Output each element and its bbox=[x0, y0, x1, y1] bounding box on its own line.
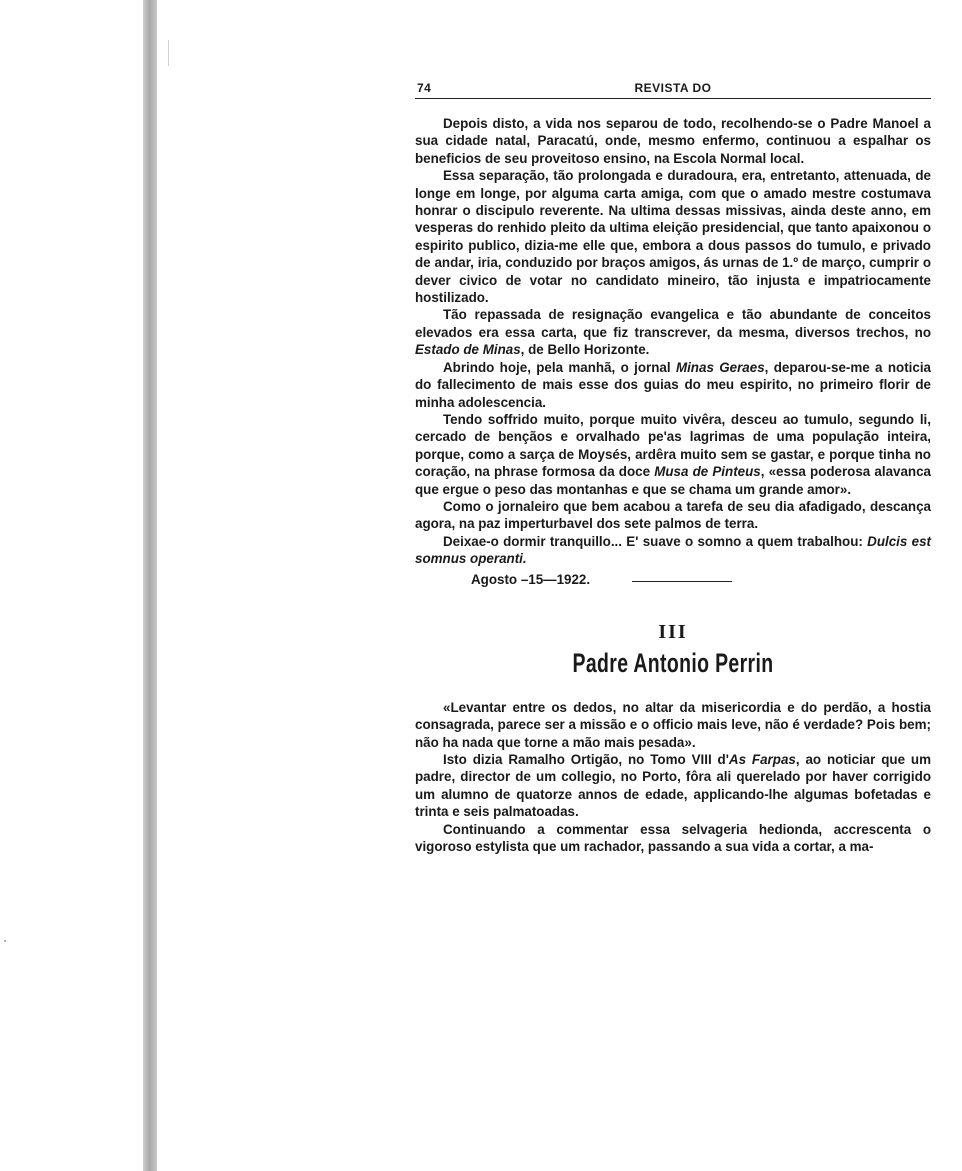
newspaper-name: Minas Geraes bbox=[675, 359, 765, 375]
paragraph-2: Essa separação, tão prolongada e duradoura, era, entretanto, attenuada, de longe em longe, por alguma carta amiga, com que o amado mestre costumava honrar o discipulo reverente. Na ultima dessas missivas, ainda deste anno, em vesperas do renhido pleito da ultima eleição presidencial, que tanto apaixonou o espirito publico, dizia-me elle que, embora a dous passos do tumulo, e privado de andar, iria, conduzido por braços amigos, ás urnas de 1.º de março, cumprir o dever civico de votar no candidato mineiro, tão injusta e impatriocamente hostilizado. bbox=[415, 168, 931, 306]
newspaper-name: Estado de Minas bbox=[415, 342, 521, 358]
section-divider bbox=[632, 581, 732, 583]
paragraph-continuation: Continuando a commentar essa selvageria hedionda, accrescenta o vigoroso estylista que um rachador, passando a sua vida a cortar, a ma- bbox=[415, 821, 931, 855]
scan-speck bbox=[4, 940, 6, 942]
section-number: III bbox=[658, 620, 688, 643]
book-title: Musa de Pinteus bbox=[654, 464, 761, 480]
scan-mark bbox=[168, 40, 169, 66]
paragraph-quote: «Levantar entre os dedos, no altar da misericordia e do perdão, a hostia consagrada, parece ser a missão e o officio mais leve, não é verdade? Pois bem; não ha nada que torne a mão mais pesada». bbox=[415, 699, 931, 750]
latin-quote: Dulcis est somnus operanti. bbox=[415, 533, 931, 567]
date: Agosto –15—1922. bbox=[471, 571, 591, 587]
book-title: As Farpas bbox=[728, 752, 796, 767]
section-title: Padre Antonio Perrin bbox=[572, 648, 774, 679]
paragraph-4: Abrindo hoje, pela manhã, o jornal Minas Geraes, deparou-se-me a noticia do fallecimento de mais esse dos guias do meu espirito, no primeiro florir de minha adolescencia. bbox=[415, 359, 931, 410]
running-head bbox=[415, 78, 931, 99]
paragraph-6: Como o jornaleiro que bem acabou a tarefa de seu dia afadigado, descança agora, na paz imperturbavel dos sete palmos de terra. bbox=[415, 498, 931, 532]
book-page bbox=[415, 78, 931, 855]
page-number: 74 bbox=[417, 81, 432, 95]
paragraph-ortigao: Isto dizia Ramalho Ortigão, no Tomo VIII d'As Farpas, ao noticiar que um padre, director de um collegio, no Porto, fôra ali querelado por haver corrigido um alumno de quatorze annos de edade, applicando-lhe algumas bofetadas e trinta e seis palmatoadas. bbox=[415, 752, 931, 820]
paragraph-3: Tão repassada de resignação evangelica e tão abundante de conceitos elevados era essa carta, que fiz transcrever, da mesma, diversos trechos, no Estado de Minas, de Bello Horizonte. bbox=[415, 307, 931, 358]
date-line bbox=[415, 571, 931, 588]
paragraph-5: Tendo soffrido muito, porque muito vivêra, desceu ao tumulo, segundo li, cercado de bençãos e orvalhado pe'as lagrimas de uma população inteira, porque, como a sarça de Moysés, ardêra muito sem se gastar, e porque tinha no coração, na phrase formosa da doce Musa de Pinteus, «essa poderosa alavanca que ergue o peso das montanhas e que se chama um grande amor». bbox=[415, 411, 931, 497]
paragraph-1: Depois disto, a vida nos separou de todo, recolhendo-se o Padre Manoel a sua cidade natal, Paracatú, onde, mesmo enfermo, continuou a espalhar os beneficios de seu proveitoso ensino, na Escola Normal local. bbox=[415, 116, 931, 166]
paragraph-7: Deixae-o dormir tranquillo... E' suave o somno a quem trabalhou: Dulcis est somnus operanti. bbox=[415, 533, 931, 567]
book-binding-shadow bbox=[143, 0, 157, 1171]
header-title: REVISTA DO bbox=[634, 81, 712, 95]
